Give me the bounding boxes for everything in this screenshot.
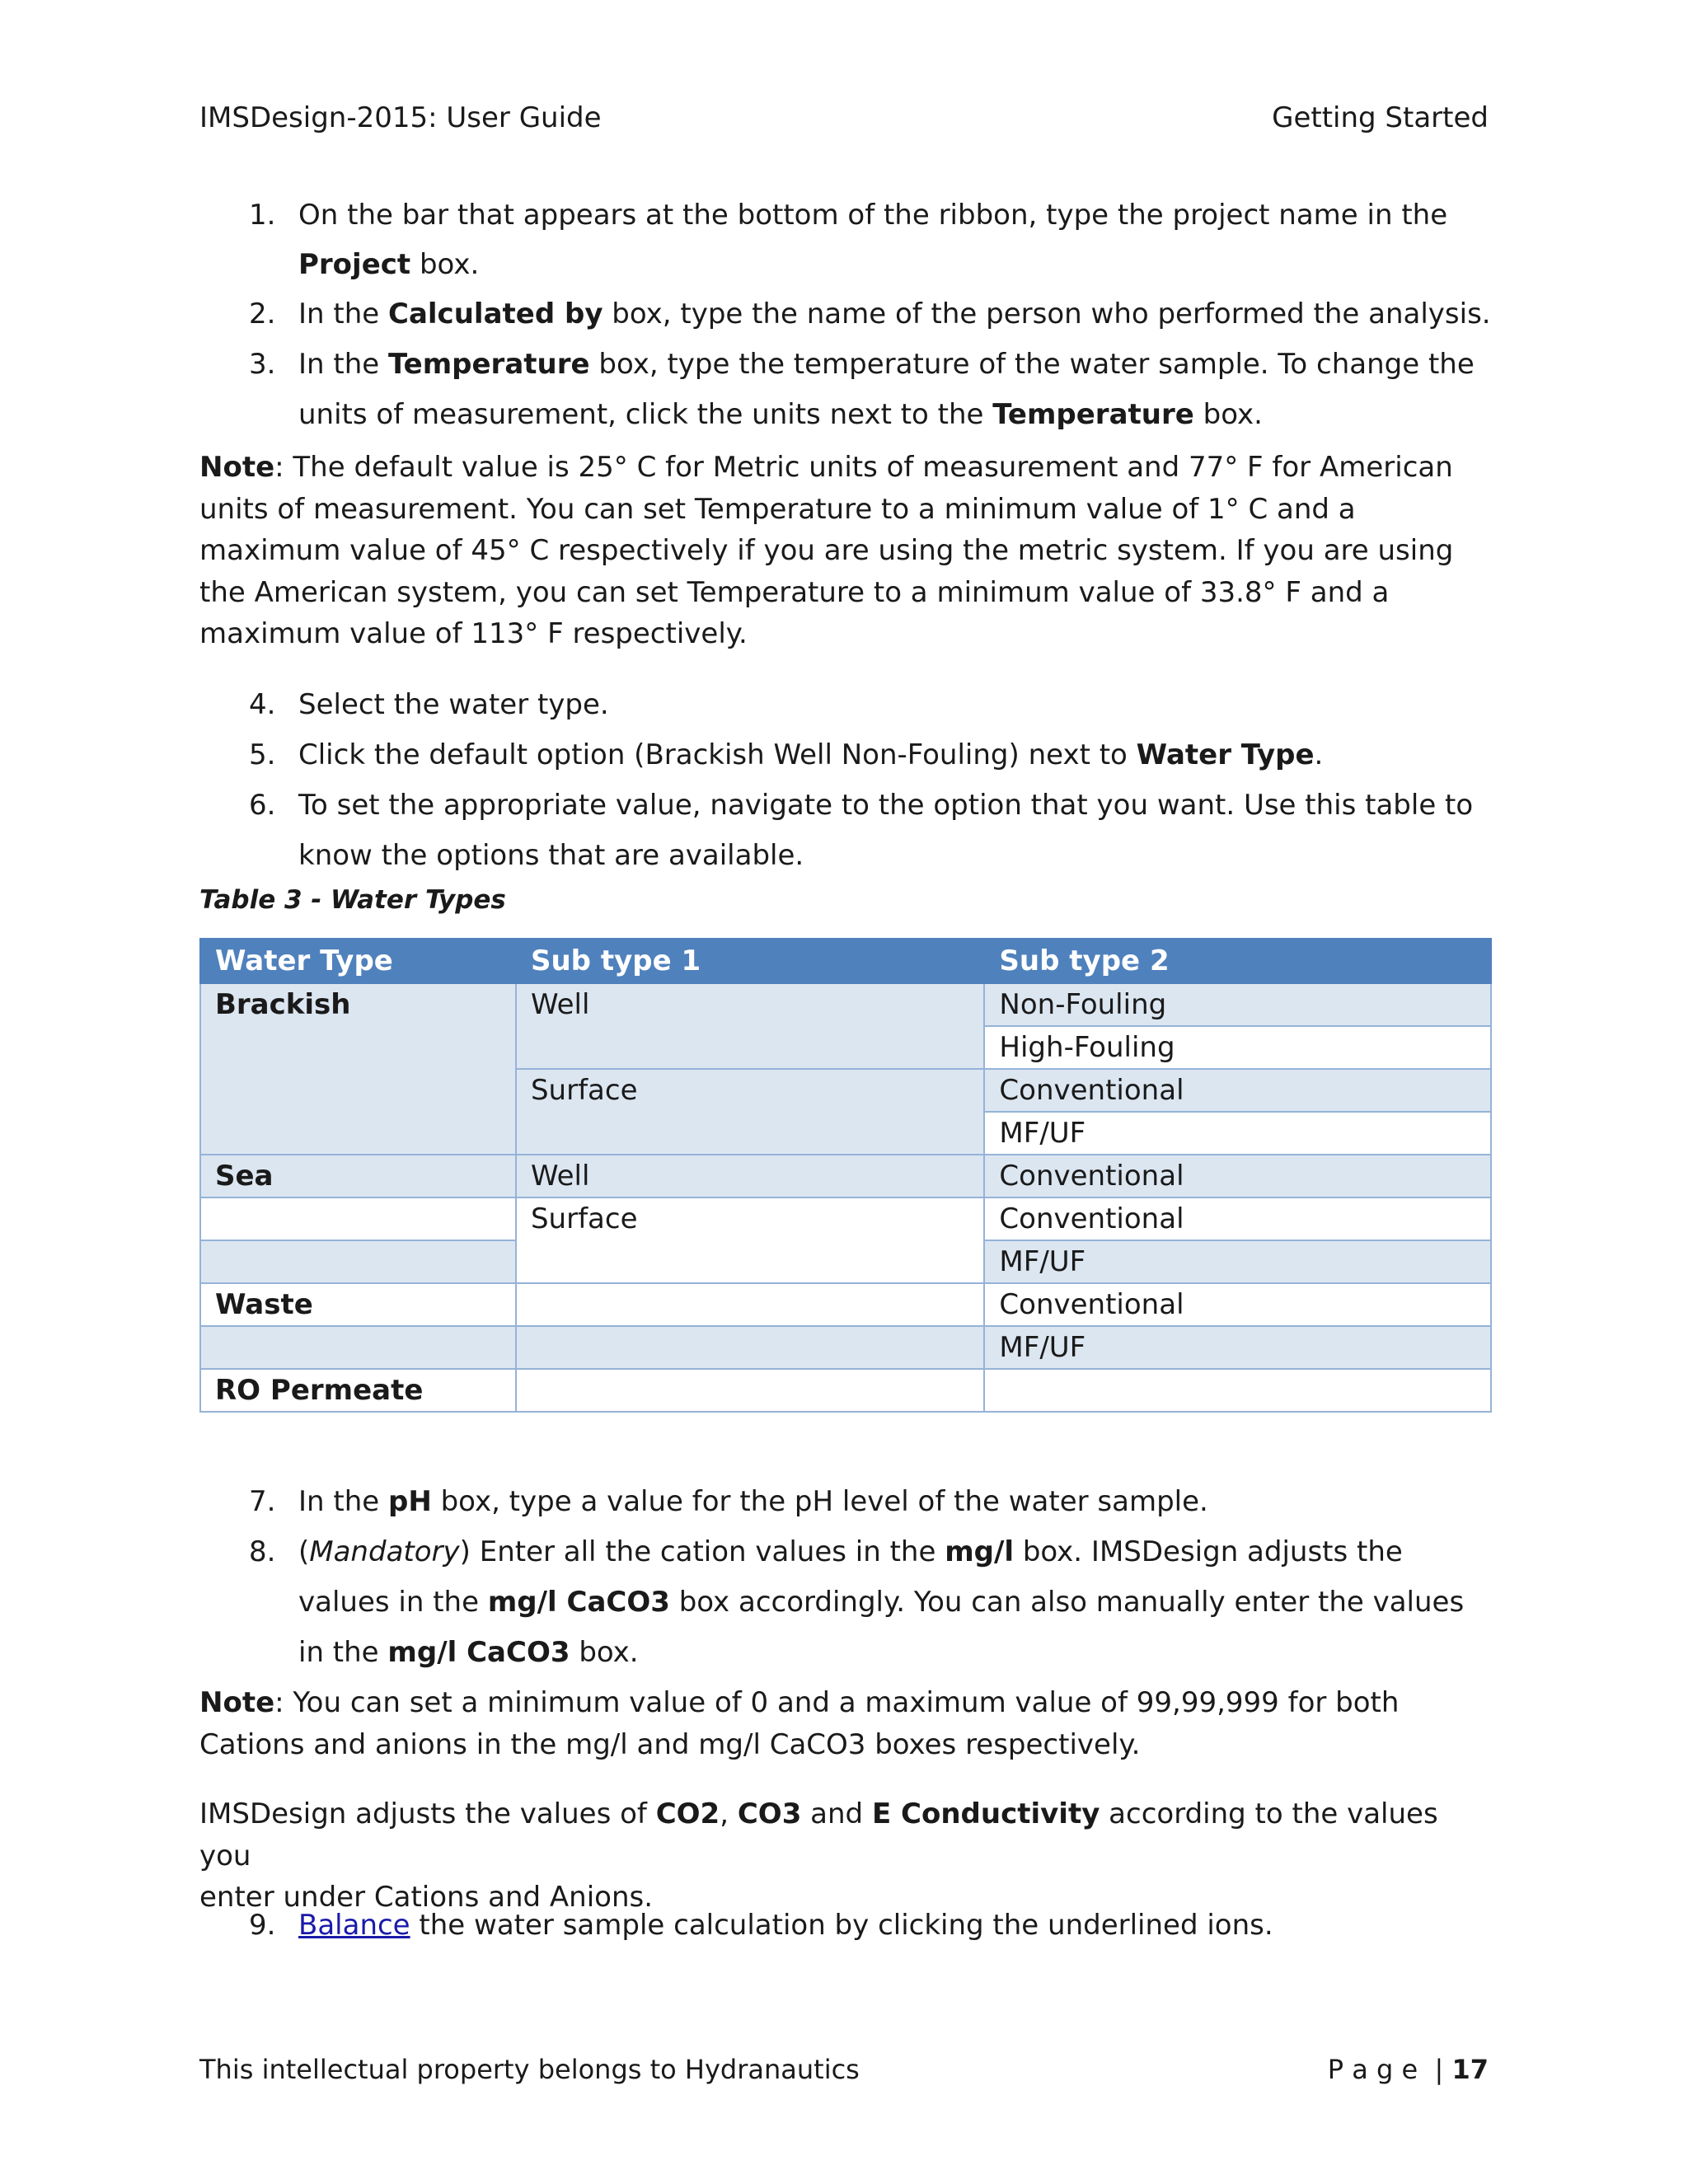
list-number: 7. [249,1485,276,1518]
column-header: Sub type 1 [516,939,984,983]
table-cell [516,1326,984,1369]
table-cell: Conventional [984,1155,1491,1197]
table-cell: Conventional [984,1197,1491,1240]
step-bold: mg/l CaCO3 [387,1636,570,1669]
note-temperature: Note: The default value is 25° C for Metric units of measurement and 77° F for American units of measurement. You can set Temperature to a minimum value of 1° C and a maximum value of 45° C respectively if you are using the metric system. If you are using the American system, you can set Temperature to a minimum value of 33.8° F and a maximum value of 113° F respectively. [199,451,1454,650]
paragraph-adjustments: IMSDesign adjusts the values of CO2, CO3 and E Conductivity according to the values you enter under Cations and Anions. [199,1797,1438,1914]
note-label: Note [199,1686,275,1719]
table-cell [200,1240,516,1283]
table-cell: Brackish [200,983,516,1155]
header-title: IMSDesign-2015: User Guide [199,101,602,134]
list-number: 6. [249,789,276,822]
step-bold: mg/l CaCO3 [487,1586,670,1619]
note-label: Note [199,451,275,484]
column-header: Sub type 2 [984,939,1491,983]
table-cell: Waste [200,1283,516,1326]
step-bold: Project [298,248,411,281]
step-bold: Temperature [388,348,590,381]
table-cell: Conventional [984,1283,1491,1326]
table-cell: Surface [516,1069,984,1155]
table-cell [516,1283,984,1326]
table-caption: Table 3 - Water Types [199,885,506,915]
header-section: Getting Started [1272,101,1489,134]
list-number: 2. [249,298,276,330]
step-bold: mg/l [945,1535,1015,1568]
column-header: Water Type [200,939,516,983]
list-number: 1. [249,199,276,232]
note-cations-anions: Note: You can set a minimum value of 0 and a maximum value of 99,99,999 for both Cations and anions in the mg/l and mg/l CaCO3 boxes respectively. [199,1686,1400,1761]
table-cell [200,1326,516,1369]
table-row [200,983,1491,1026]
step-bold: pH [388,1485,432,1518]
table-row [200,1155,1491,1197]
table-cell [200,1197,516,1240]
table-cell: RO Permeate [200,1369,516,1412]
water-types-table [199,938,1492,1413]
table-cell: Conventional [984,1069,1491,1112]
table-cell: MF/UF [984,1326,1491,1369]
table-cell: MF/UF [984,1112,1491,1155]
table-row [200,1283,1491,1326]
table-header-row [200,939,1491,983]
table-cell: Well [516,1155,984,1197]
table-cell: Well [516,983,984,1069]
table-cell: Surface [516,1197,984,1283]
list-number: 4. [249,688,276,721]
step-italic: Mandatory [309,1535,460,1568]
table-cell: High-Fouling [984,1026,1491,1069]
balance-link[interactable]: Balance [298,1909,410,1942]
table-cell: Sea [200,1155,516,1197]
table-cell [984,1369,1491,1412]
table-cell: MF/UF [984,1240,1491,1283]
list-number: 3. [249,348,276,381]
step-bold: Temperature [992,398,1194,431]
footer-page-number: P a g e | 17 [1327,2054,1489,2085]
table-cell: Non-Fouling [984,983,1491,1026]
step-text: On the bar that appears at the bottom of the ribbon, type the project name in the [298,199,1448,232]
table-cell [516,1369,984,1412]
page-number: 17 [1451,2054,1489,2085]
table-row [200,1369,1491,1412]
table-row [200,1326,1491,1369]
step-bold: Calculated by [388,298,603,330]
list-number: 8. [249,1535,276,1568]
footer-ownership: This intellectual property belongs to Hydranautics [199,2054,860,2085]
list-number: 9. [249,1909,276,1942]
list-number: 5. [249,738,276,771]
step-bold: Water Type [1136,738,1315,771]
table-row [200,1197,1491,1240]
